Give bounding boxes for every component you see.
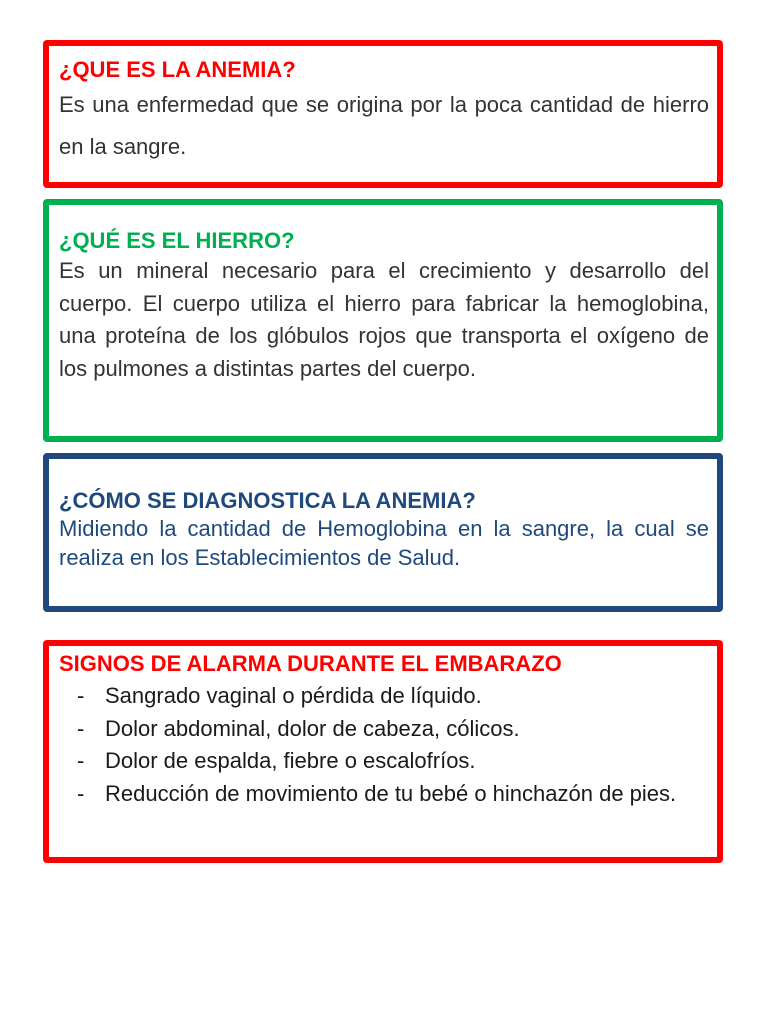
diagnostico-section [43, 453, 723, 612]
alarma-title: SIGNOS DE ALARMA DURANTE EL EMBARAZO [59, 651, 562, 676]
anemia-body: Es una enfermedad que se origina por la poca cantidad de hierro en la sangre. [59, 92, 709, 159]
diagnostico-title: ¿CÓMO SE DIAGNOSTICA LA ANEMIA? [59, 488, 476, 513]
alarma-list [59, 680, 709, 810]
anemia-section [43, 40, 723, 188]
alarma-item: - Dolor de espalda, fiebre o escalofríos. [77, 745, 709, 778]
anemia-title: ¿QUE ES LA ANEMIA? [59, 57, 296, 82]
alarma-item: - Reducción de movimiento de tu bebé o hinchazón de pies. [77, 778, 709, 811]
alarma-section [43, 640, 723, 863]
hierro-body: Es un mineral necesario para el crecimiento y desarrollo del cuerpo. El cuerpo utiliza el hierro para fabricar la hemoglobina, una proteína de los glóbulos rojos que transporta el oxígeno de los pulmones a distintas partes del cuerpo. [59, 258, 709, 381]
diagnostico-body: Midiendo la cantidad de Hemoglobina en la sangre, la cual se realiza en los Establecimientos de Salud. [59, 516, 709, 570]
alarma-item: - Dolor abdominal, dolor de cabeza, cólicos. [77, 713, 709, 746]
hierro-title: ¿QUÉ ES EL HIERRO? [59, 228, 295, 253]
alarma-item: - Sangrado vaginal o pérdida de líquido. [77, 680, 709, 713]
hierro-section [43, 199, 723, 442]
